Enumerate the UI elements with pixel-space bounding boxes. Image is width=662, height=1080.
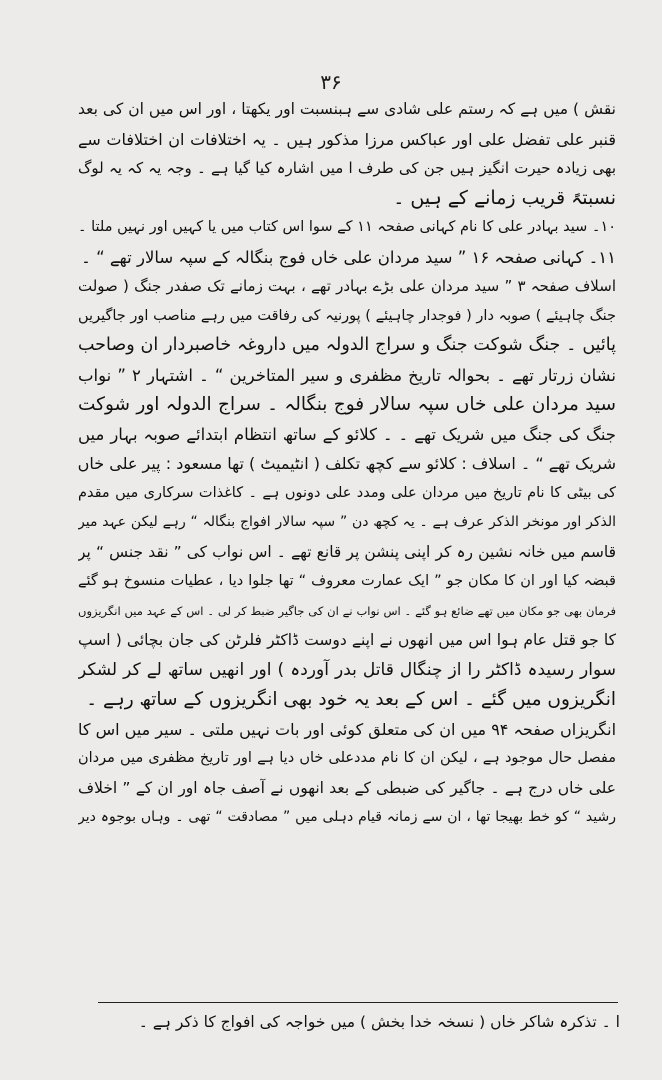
text-line: فرمان بھی جو مکان میں تھے ضائع ہو گئے ۔ اس نواب نے ان کی جاگیر ضبط کر لی ۔ اس کے عہد میں انگریزوں [78,603,616,618]
body-text [78,95,616,833]
text-line: قاسم میں خانہ نشین رہ کر اپنی پنشن پر قانع تھے ۔ اس نواب کی ” نقد جنس “ پر [78,542,616,561]
text-line: قبضہ کیا اور ان کا مکان جو ” ایک عمارت معروف “ تھا جلوا دیا ، عطیات منسوخ ہو گئے [78,573,616,589]
text-line: سوار رسیدہ ڈاکٹر را از چنگال قاتل بدر آوردہ ) اور انھیں ساتھ لے کر لشکر [78,659,616,680]
text-line: نقش ) میں ہے کہ رستم علی شادی سے ہبنسبت اور یکھتا ، اور اس میں ان کی بعد [78,100,616,118]
text-line: جنگ چاہیئے ) صوبہ دار ( فوجدار چاہیئے ) پورنیہ کی رفاقت میں رہے مناصب اور جاگیریں [78,307,616,324]
footnote: ا ۔ تذکرہ شاکر خاں ( نسخہ خدا بخش ) میں خواجہ کی افواج کا ذکر ہے ۔ [138,1013,620,1031]
text-line: سید مردان علی خاں سپہ سالار فوج بنگالہ ۔ سراج الدولہ اور شوکت [78,394,616,415]
text-line: انگریزاں صفحہ ۹۴ میں ان کی متعلق کوئی اور بات نہیں ملتی ۔ سیر میں اس کا [78,719,616,739]
text-line: بھی زیادہ حیرت انگیز ہیں جن کی طرف ا میں اشارہ کیا گیا ہے ۔ وجہ یہ کہ یہ لوگ [78,159,616,177]
text-line: رشید “ کو خط بھیجا تھا ، ان سے زمانہ قیام دہلی میں ” مصادقت “ تھی ۔ وہاں بوجوہ دیر [78,809,616,825]
text-line: شریک تھے “ ۔ اسلاف : کلائو سے کچھ تکلف ( انٹیمیٹ ) تھا مسعود : پیر علی خاں [78,454,616,473]
text-line: قنبر علی تفضل علی اور عباکس مرزا مذکور ہیں ۔ یہ اختلافات ان اختلافات سے [78,129,616,149]
footnote-divider [98,1002,618,1003]
text-line: الذکر اور مونخر الذکر عرف ہے ۔ یہ کچھ دن ” سپہ سالار افواج بنگالہ “ رہے لیکن عہد میر [78,514,616,530]
text-line: کا جو قتل عام ہوا اس میں انھوں نے اپنے دوست ڈاکٹر فلرٹن کی جان بچائی ( اسپ [78,631,616,649]
text-line: علی خاں درج ہے ۔ جاگیر کی ضبطی کے بعد انھوں نے آصف جاہ اور ان کے ” اخلاف [78,778,616,797]
text-line: ۱۰۔ سید بہادر علی کا نام کہانی صفحہ ۱۱ کے سوا اس کتاب میں یا کہیں اور نہیں ملتا ۔ [78,219,616,235]
page-number: ۳۶ [320,70,342,94]
text-line: انگریزوں میں گئے ۔ اس کے بعد یہ خود بھی انگریزوں کے ساتھ رہے ۔ [86,689,616,710]
text-line: کی بیٹی کا نام تاریخ میں مردان علی ومدد علی دونوں ہے ۔ کاغذات سرکاری میں مقدم [78,484,616,501]
text-line: اسلاف صفحہ ۳ ” سید مردان علی بڑے بہادر تھے ، بہت زمانے تک صفدر جنگ ( صولت [78,277,616,295]
text-line: مفصل حال موجود ہے ، لیکن ان کا نام مددعلی خاں دیا ہے اور تاریخ مظفری میں مردان [78,750,616,766]
text-line: نشان زرتار تھے ۔ بحوالہ تاریخ مظفری و سیر المتاخرین “ ۔ اشتہار ۲ ” نواب [78,365,616,385]
text-line: پائیں ۔ جنگ شوکت جنگ و سراج الدولہ میں داروغہ خاصبردار ان وصاحب [78,335,616,355]
text-line: نسبتہً قریب زمانے کے ہیں ۔ [393,186,616,209]
text-line: ۱۱۔ کہانی صفحہ ۱۶ ” سید مردان علی خاں فوج بنگالہ کے سپہ سالار تھے “ ۔ [81,247,616,267]
text-line: جنگ کی جنگ میں شریک تھے ۔ ۔ کلائو کے ساتھ انتظام ابتدائے صوبہ بہار میں [78,424,616,444]
